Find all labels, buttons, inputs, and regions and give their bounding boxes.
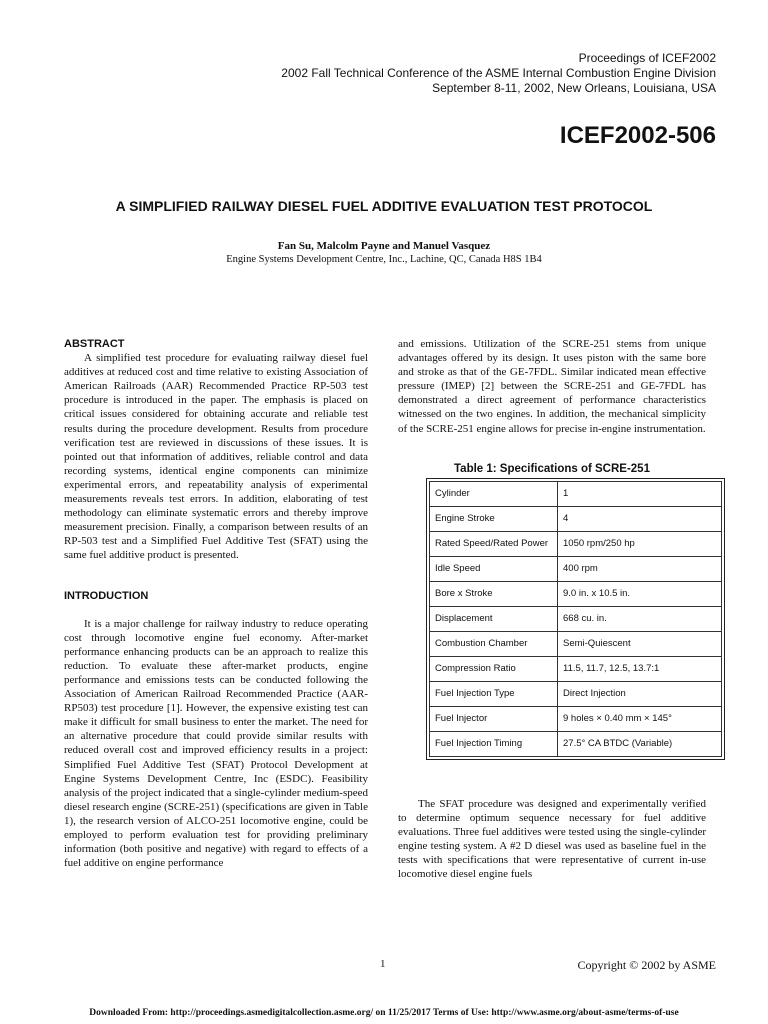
- introduction-text: It is a major challenge for railway industry to reduce operating cost through locomotive engine fuel economy. After-market performance enhancing products can be an approach to realize this reduction. To evaluate these after-market products, engine performance and emissions tests can be conducted following the Association of American Railroad Recommended Practice (AAR-RP503) test procedure [1]. However, the expensive existing test can make it difficult for small business to enter the market. The need for an alternative procedure that could provide similar results with reduced overall cost and improved efficiency results in a project: Simplified Fuel Additive Test (SFAT) Protocol Development at Engine Systems Development Centre, Inc (ESDC). Feasibility analysis of the project indicated that a single-cylinder medium-speed diesel research engine (SCRE-251) (specifications are given in Table 1), the research version of ALCO-251 locomotive engine, could be employed to perform evaluation test for providing preliminary information (both positive and negative) with regard to effects of a fuel additive on engine performance: [64, 617, 368, 870]
- spec-label: Bore x Stroke: [430, 582, 558, 607]
- table-row: [430, 682, 722, 707]
- spec-value: 9 holes × 0.40 mm × 145°: [558, 707, 722, 732]
- right-column-bottom: [398, 797, 706, 882]
- table-row: [430, 707, 722, 732]
- table-row: [430, 607, 722, 632]
- spec-value: Semi-Quiescent: [558, 632, 722, 657]
- spec-value: 400 rpm: [558, 557, 722, 582]
- spec-value: 668 cu. in.: [558, 607, 722, 632]
- introduction-heading: INTRODUCTION: [64, 589, 149, 602]
- spec-value: 1050 rpm/250 hp: [558, 532, 722, 557]
- conference-date-location: September 8-11, 2002, New Orleans, Louisiana, USA: [432, 81, 716, 95]
- table-row: [430, 507, 722, 532]
- spec-label: Engine Stroke: [430, 507, 558, 532]
- sfat-paragraph: The SFAT procedure was designed and experimentally verified to determine optimum sequence necessary for fuel additive evaluations. Three fuel additives were tested using the single-cylinder engine testing system. A #2 D diesel was used as baseline fuel in the tests with specifications that were representative of current in-use locomotive diesel engine fuels: [398, 798, 706, 881]
- table-row: [430, 582, 722, 607]
- spec-label: Compression Ratio: [430, 657, 558, 682]
- right-column-paragraph: and emissions. Utilization of the SCRE-251 stems from unique advantages offered by its design. It uses piston with the same bore and stroke as that of the GE-7FDL. Similar indicated mean effective pressure (IMEP) [2] between the SCRE-251 and GE-7FDL has demonstrated a direct agreement of performance characteristics witnessed on the two engines. In addition, the mechanical simplicity of the SCRE-251 engine allows for precise in-engine instrumentation.: [398, 338, 706, 435]
- table-row: [430, 532, 722, 557]
- paper-id: ICEF2002-506: [559, 122, 716, 149]
- conference-name: 2002 Fall Technical Conference of the ASME Internal Combustion Engine Division: [281, 66, 716, 80]
- download-notice: Downloaded From: http://proceedings.asmedigitalcollection.asme.org/ on 11/25/2017 Terms of Use: http://www.asme.org/about-asme/terms-of-use: [89, 1008, 679, 1018]
- spec-label: Displacement: [430, 607, 558, 632]
- table-row: [430, 482, 722, 507]
- page-number: 1: [380, 958, 386, 970]
- spec-value: 4: [558, 507, 722, 532]
- paper-title: A SIMPLIFIED RAILWAY DIESEL FUEL ADDITIVE EVALUATION TEST PROTOCOL: [115, 198, 653, 214]
- spec-value: 9.0 in. x 10.5 in.: [558, 582, 722, 607]
- table-row: [430, 732, 722, 757]
- spec-label: Idle Speed: [430, 557, 558, 582]
- authors: Fan Su, Malcolm Payne and Manuel Vasquez: [277, 240, 491, 252]
- spec-table-frame: [426, 478, 725, 760]
- spec-label: Fuel Injection Type: [430, 682, 558, 707]
- proceedings-title: Proceedings of ICEF2002: [578, 51, 716, 65]
- spec-table: [429, 481, 722, 757]
- spec-value: Direct Injection: [558, 682, 722, 707]
- affiliation: Engine Systems Development Centre, Inc., Lachine, QC, Canada H8S 1B4: [226, 254, 542, 265]
- left-column: [64, 337, 368, 870]
- spec-label: Fuel Injection Timing: [430, 732, 558, 757]
- table-caption: Table 1: Specifications of SCRE-251: [454, 463, 650, 475]
- spec-label: Fuel Injector: [430, 707, 558, 732]
- table-row: [430, 657, 722, 682]
- spec-value: 27.5° CA BTDC (Variable): [558, 732, 722, 757]
- right-column-top: [398, 337, 706, 436]
- spec-value: 1: [558, 482, 722, 507]
- abstract-heading: ABSTRACT: [64, 338, 125, 350]
- spec-label: Rated Speed/Rated Power: [430, 532, 558, 557]
- table-row: [430, 557, 722, 582]
- copyright: Copyright © 2002 by ASME: [577, 958, 716, 972]
- spec-label: Cylinder: [430, 482, 558, 507]
- spec-value: 11.5, 11.7, 12.5, 13.7:1: [558, 657, 722, 682]
- abstract-text: A simplified test procedure for evaluating railway diesel fuel additives at reduced cost and time relative to existing Association of American Railroads (AAR) Recommended Practice RP-503 test procedure is introduced in the paper. The emphasis is placed on critical issues considered for obtaining accurate and reliable test results during the procedure development. Results from procedure verification test are reviewed in discussions of these issues. It is pointed out that information of additives, reliable control and data recording systems, identical engine components can minimize experimental errors, and repeatability analysis of experimental measurements reveals test errors. In addition, elaborating of test methodology can eliminate systematic errors and thereby improve measurement precision. Finally, a comparison between results of an RP-503 test and a Simplified Fuel Additive Test (SFAT) using the same fuel additive product is presented.: [64, 352, 368, 562]
- table-row: [430, 632, 722, 657]
- spec-label: Combustion Chamber: [430, 632, 558, 657]
